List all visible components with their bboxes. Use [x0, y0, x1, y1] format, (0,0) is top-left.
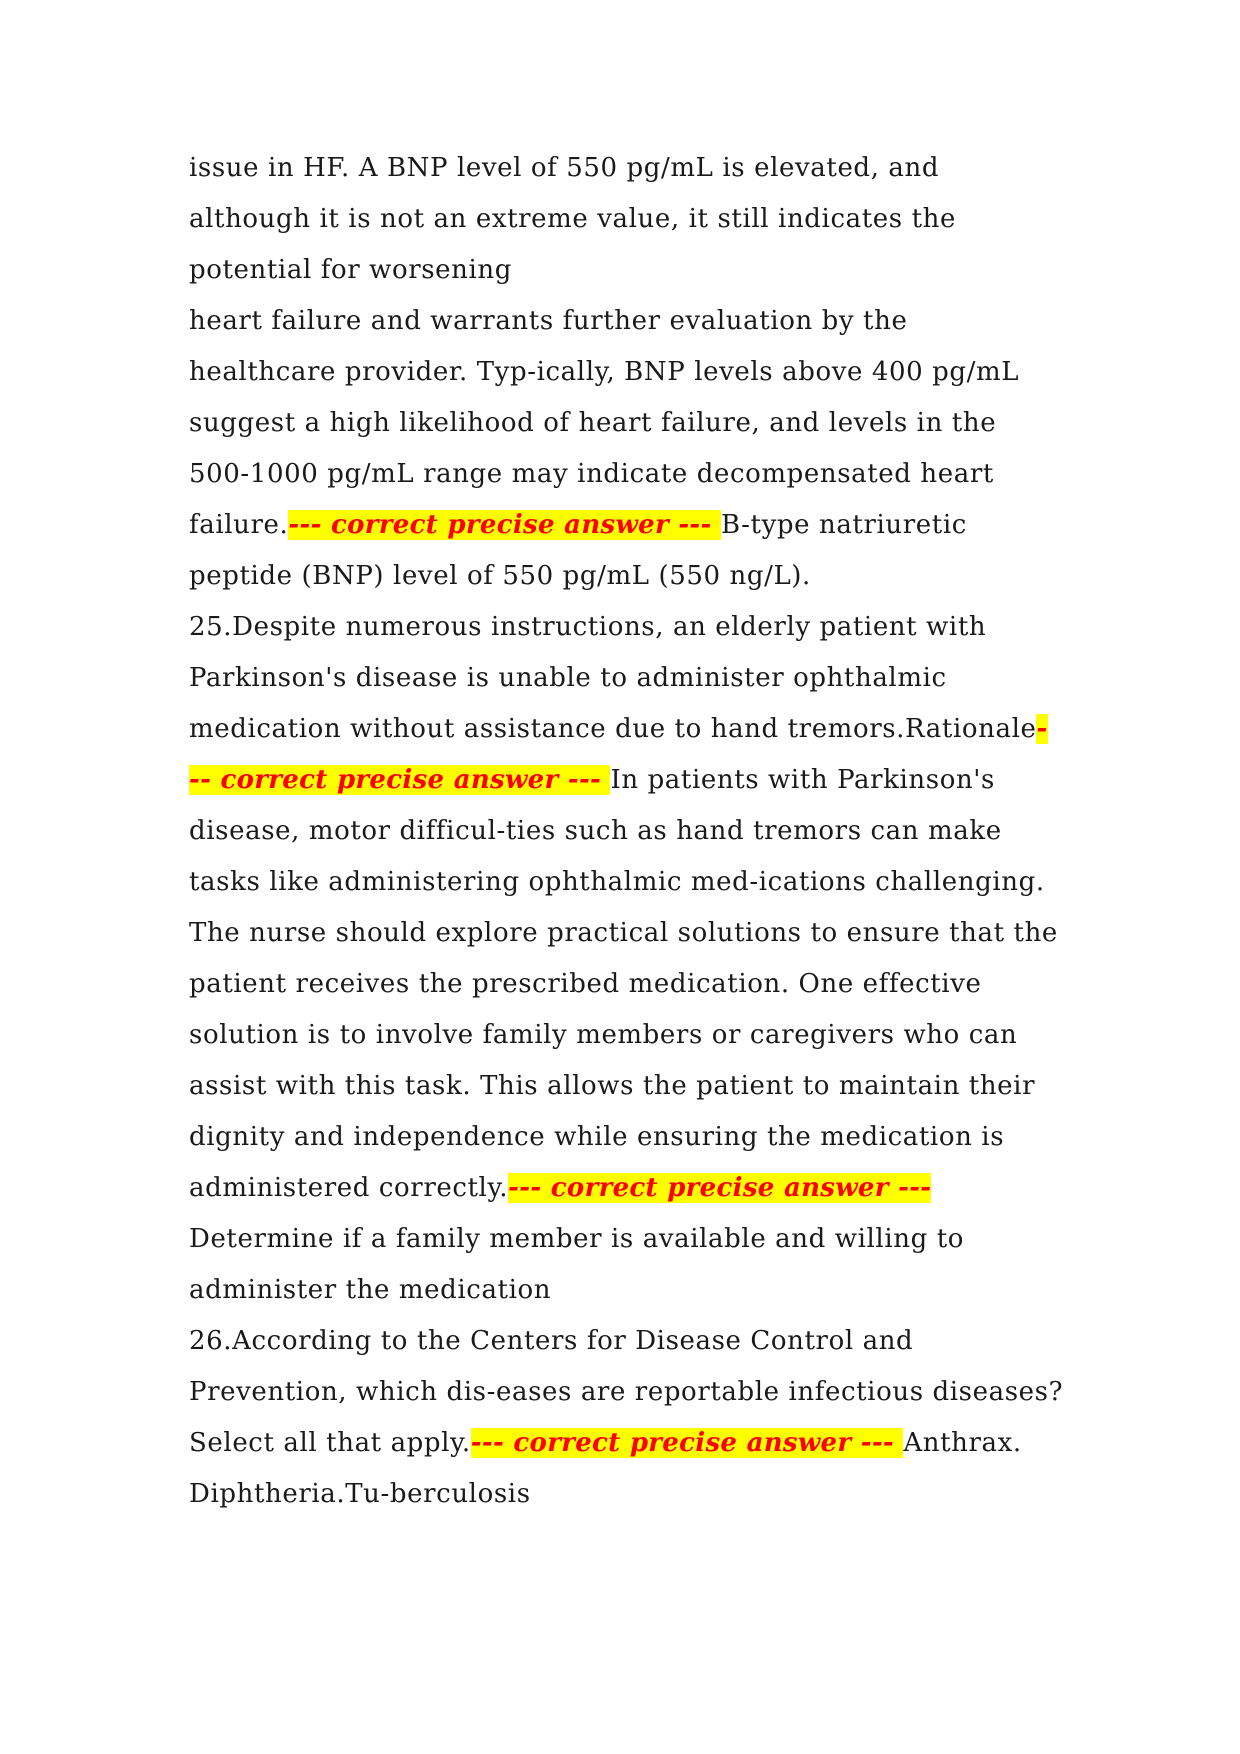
text-segment: Determine if a family member is available and willing to: [189, 1224, 964, 1254]
text-line: [189, 959, 1089, 1010]
text-segment: potential for worsening: [189, 255, 513, 285]
text-line: [189, 296, 1089, 347]
text-line: [189, 1469, 1089, 1520]
text-line: [189, 449, 1089, 500]
text-segment: Anthrax.: [903, 1428, 1022, 1458]
text-segment: although it is not an extreme value, it still indicates the: [189, 204, 956, 234]
text-line: [189, 908, 1089, 959]
answer-highlight: --- correct precise answer ---: [470, 1428, 904, 1458]
text-line: [189, 1214, 1089, 1265]
text-line: [189, 755, 1089, 806]
text-segment: Prevention, which dis-eases are reportable infectious diseases?: [189, 1377, 1064, 1407]
text-segment: patient receives the prescribed medication. One effective: [189, 969, 982, 999]
text-segment: assist with this task. This allows the patient to maintain their: [189, 1071, 1036, 1101]
text-segment: tasks like administering ophthalmic med-ications challenging.: [189, 867, 1045, 897]
text-line: [189, 1265, 1089, 1316]
text-segment: administer the medication: [189, 1275, 552, 1305]
text-segment: failure.: [189, 510, 289, 540]
text-line: [189, 1010, 1089, 1061]
answer-highlight: --- correct precise answer ---: [288, 510, 721, 540]
text-segment: dignity and independence while ensuring the medication is: [189, 1122, 1005, 1152]
text-line: [189, 398, 1089, 449]
text-line: [189, 1163, 1089, 1214]
text-line: [189, 347, 1089, 398]
text-segment: B-type natriuretic: [720, 510, 967, 540]
text-line: [189, 602, 1089, 653]
text-line: [189, 857, 1089, 908]
text-line: [189, 1316, 1089, 1367]
text-segment: peptide (BNP) level of 550 pg/mL (550 ng/L).: [189, 561, 811, 591]
text-line: [189, 1367, 1089, 1418]
text-line: [189, 1112, 1089, 1163]
text-segment: 25.Despite numerous instructions, an elderly patient with: [189, 612, 987, 642]
text-segment: Parkinson's disease is unable to administer ophthalmic: [189, 663, 947, 693]
text-segment: issue in HF. A BNP level of 550 pg/mL is elevated, and: [189, 153, 940, 183]
text-segment: healthcare provider. Typ-ically, BNP levels above 400 pg/mL: [189, 357, 1020, 387]
answer-highlight: -: [1036, 714, 1048, 744]
text-segment: heart failure and warrants further evaluation by the: [189, 306, 908, 336]
document-body: [189, 143, 1089, 1520]
text-segment: disease, motor difficul-ties such as hand tremors can make: [189, 816, 1002, 846]
text-segment: Diphtheria.Tu-berculosis: [189, 1479, 531, 1509]
text-line: [189, 194, 1089, 245]
text-line: [189, 245, 1089, 296]
text-line: [189, 1418, 1089, 1469]
text-segment: medication without assistance due to hand tremors.Rationale: [189, 714, 1037, 744]
text-line: [189, 806, 1089, 857]
text-segment: 500-1000 pg/mL range may indicate decompensated heart: [189, 459, 994, 489]
text-segment: suggest a high likelihood of heart failure, and levels in the: [189, 408, 997, 438]
text-line: [189, 143, 1089, 194]
text-line: [189, 1061, 1089, 1112]
text-line: [189, 653, 1089, 704]
text-segment: The nurse should explore practical solutions to ensure that the: [189, 918, 1058, 948]
text-segment: In patients with Parkinson's: [610, 765, 995, 795]
answer-highlight: -- correct precise answer ---: [189, 765, 611, 795]
text-segment: administered correctly.: [189, 1173, 509, 1203]
text-segment: 26.According to the Centers for Disease Control and: [189, 1326, 914, 1356]
answer-highlight: --- correct precise answer ---: [508, 1173, 932, 1203]
text-line: [189, 500, 1089, 551]
text-line: [189, 551, 1089, 602]
text-segment: solution is to involve family members or caregivers who can: [189, 1020, 1018, 1050]
text-line: [189, 704, 1089, 755]
text-segment: Select all that apply.: [189, 1428, 471, 1458]
